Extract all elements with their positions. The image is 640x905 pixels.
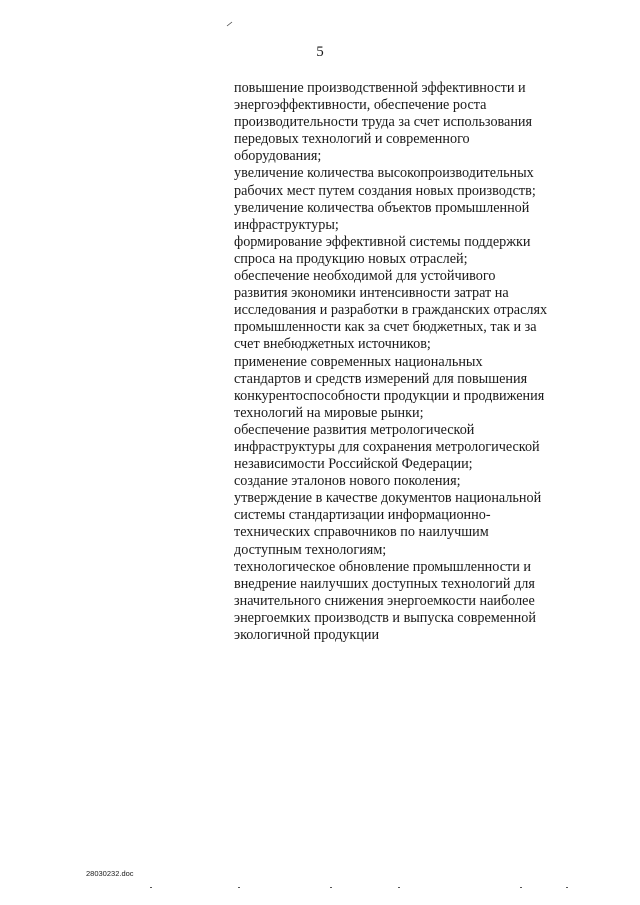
scan-mark <box>226 14 234 20</box>
text-line: инфраструктуры для сохранения метрологической <box>234 438 540 455</box>
text-line: увеличение количества высокопроизводительных <box>234 165 534 182</box>
text-line: производительности труда за счет использования <box>234 114 533 131</box>
text-line: рабочих мест путем создания новых производств; <box>234 182 536 199</box>
text-line: применение современных национальных <box>234 353 483 370</box>
text-line: технологическое обновление промышленности и <box>234 558 531 575</box>
text-line: спроса на продукцию новых отраслей; <box>234 250 468 267</box>
text-line: экологичной продукции <box>234 627 380 643</box>
scan-dot <box>238 887 240 888</box>
text-line: системы стандартизации информационно- <box>234 507 491 524</box>
scan-dot <box>566 887 568 888</box>
text-line: счет внебюджетных источников; <box>234 336 431 353</box>
text-line: исследования и разработки в гражданских отраслях <box>234 302 548 319</box>
text-line: значительного снижения энергоемкости наиболее <box>234 592 535 609</box>
text-line: обеспечение развития метрологической <box>234 421 475 438</box>
text-line: промышленности как за счет бюджетных, так и за <box>234 319 537 336</box>
text-line: энергоемких производств и выпуска современной <box>234 609 536 626</box>
page-number: 5 <box>316 44 324 60</box>
scan-dot <box>520 887 522 888</box>
text-line: технических справочников по наилучшим <box>234 524 489 541</box>
text-line: передовых технологий и современного <box>234 131 470 148</box>
text-line: внедрение наилучших доступных технологий для <box>234 575 535 592</box>
text-line: формирование эффективной системы поддержки <box>234 233 531 250</box>
text-line: увеличение количества объектов промышленной <box>234 199 530 216</box>
text-line: доступным технологиям; <box>234 541 387 558</box>
text-line: энергоэффективности, обеспечение роста <box>234 97 487 114</box>
footer-filename: 28030232.doc <box>86 869 134 878</box>
text-line: независимости Российской Федерации; <box>234 456 473 473</box>
text-line: технологий на мировые рынки; <box>234 404 424 421</box>
text-line: инфраструктуры; <box>234 216 339 233</box>
text-line: создание эталонов нового поколения; <box>234 473 461 490</box>
text-line: развития экономики интенсивности затрат на <box>234 285 509 302</box>
scan-artifacts <box>0 887 640 891</box>
scan-dot <box>150 887 152 888</box>
text-line: стандартов и средств измерений для повышения <box>234 370 528 387</box>
text-line: оборудования; <box>234 148 322 165</box>
text-line: конкурентоспособности продукции и продвижения <box>234 387 545 404</box>
scan-dot <box>398 887 400 888</box>
text-line: повышение производственной эффективности и <box>234 80 526 96</box>
scan-dot <box>330 887 332 888</box>
document-body <box>234 80 574 644</box>
text-line: обеспечение необходимой для устойчивого <box>234 268 496 285</box>
text-line: утверждение в качестве документов национальной <box>234 490 542 507</box>
